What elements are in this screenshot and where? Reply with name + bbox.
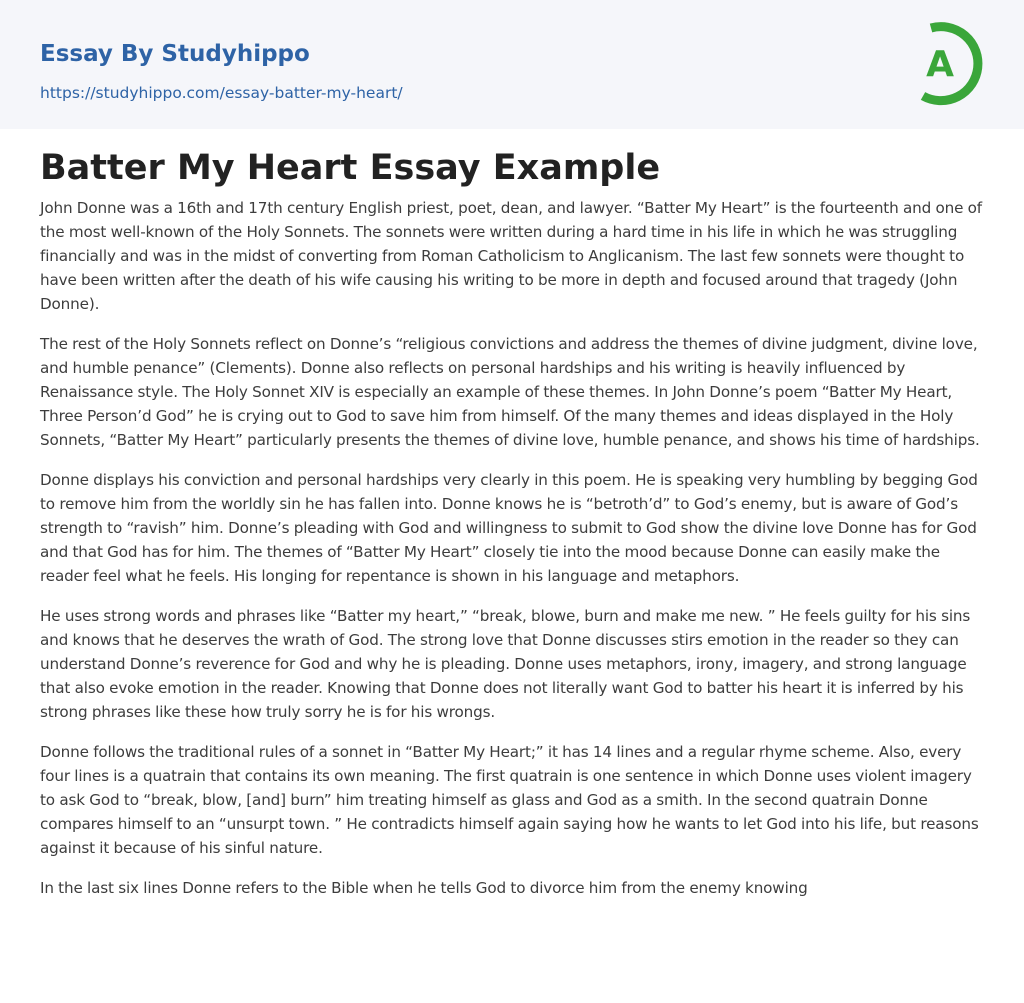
article-paragraph: John Donne was a 16th and 17th century English priest, poet, dean, and lawyer. “Batter My Heart” is the fourteenth and one of the most well-known of the Holy Sonnets. The sonnets were written during a hard time in his life in which he was struggling financially and was in the midst of converting from Roman Catholicism to Anglicanism. The last few sonnets were thought to have been written after the death of his wife causing his writing to be more in depth and focused around that tragedy (John Donne).	[40, 199, 982, 313]
page-title: Batter My Heart Essay Example	[40, 148, 661, 188]
article-paragraph: Donne displays his conviction and personal hardships very clearly in this poem. He is speaking very humbling by begging God to remove him from the worldly sin he has fallen into. Donne knows he is “betroth’d” to God’s enemy, but is aware of God’s strength to “ravish” him. Donne’s pleading with God and willingness to submit to God show the divine love Donne has for God and that God has for him. The themes of “Batter My Heart” closely tie into the mood because Donne can easily make the reader feel what he feels. His longing for repentance is shown in his language and metaphors.	[40, 471, 978, 585]
studyhippo-a-logo-icon[interactable]	[905, 18, 989, 106]
article-paragraph: In the last six lines Donne refers to the Bible when he tells God to divorce him from the enemy knowing	[40, 879, 808, 897]
article-body	[40, 196, 984, 900]
article-paragraph: He uses strong words and phrases like “Batter my heart,” “break, blowe, burn and make me new. ” He feels guilty for his sins and knows that he deserves the wrath of God. The strong love that Donne discusses stirs emotion in the reader so they can understand Donne’s reverence for God and why he is pleading. Donne uses metaphors, irony, imagery, and strong language that also evoke emotion in the reader. Knowing that Donne does not literally want God to batter his heart it is inferred by his strong phrases like these how truly sorry he is for his wrongs.	[40, 607, 971, 721]
source-url-link[interactable]: https://studyhippo.com/essay-batter-my-heart/	[40, 84, 403, 102]
site-header	[0, 0, 1024, 129]
article-paragraph: The rest of the Holy Sonnets reflect on Donne’s “religious convictions and address the themes of divine judgment, divine love, and humble penance” (Clements). Donne also reflects on personal hardships and his writing is heavily influenced by Renaissance style. The Holy Sonnet XIV is especially an example of these themes. In John Donne’s poem “Batter My Heart, Three Person’d God” he is crying out to God to save him from himself. Of the many themes and ideas displayed in the Holy Sonnets, “Batter My Heart” particularly presents the themes of divine love, humble penance, and shows his time of hardships.	[40, 335, 980, 449]
article-paragraph: Donne follows the traditional rules of a sonnet in “Batter My Heart;” it has 14 lines and a regular rhyme scheme. Also, every four lines is a quatrain that contains its own meaning. The first quatrain is one sentence in which Donne uses violent imagery to ask God to “break, blow, [and] burn” him treating himself as glass and God as a smith. In the second quatrain Donne compares himself to an “unsurpt town. ” He contradicts himself again saying how he wants to let God into his life, but reasons against it because of his sinful nature.	[40, 743, 979, 857]
article	[40, 140, 984, 916]
site-title[interactable]: Essay By Studyhippo	[40, 41, 310, 67]
logo-letter: A	[926, 44, 954, 85]
